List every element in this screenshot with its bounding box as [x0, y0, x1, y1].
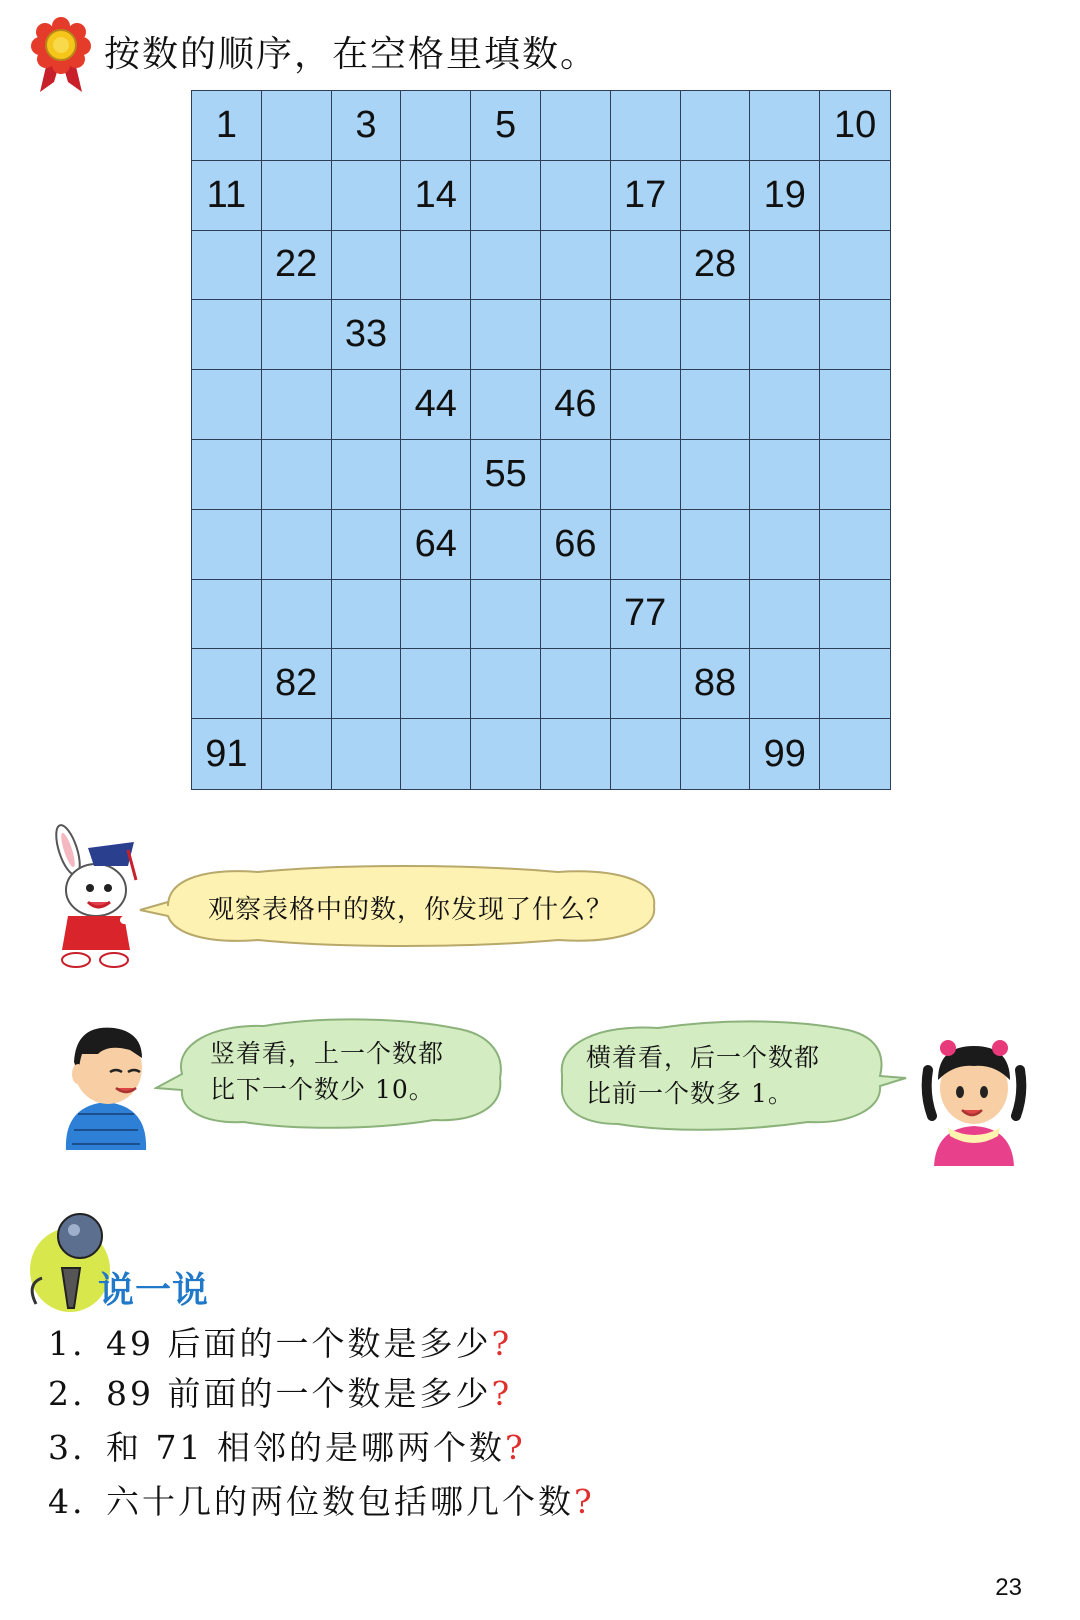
grid-cell: 66 [541, 510, 611, 580]
grid-cell [192, 300, 262, 370]
page-number: 23 [995, 1574, 1022, 1601]
grid-cell [192, 649, 262, 719]
grid-cell [192, 370, 262, 440]
grid-cell [332, 370, 402, 440]
question-mark: ? [504, 1428, 526, 1467]
grid-cell [262, 91, 332, 161]
exercise-title: 按数的顺序，在空格里填数。 [104, 34, 599, 75]
grid-cell: 91 [192, 719, 262, 789]
grid-cell: 1 [192, 91, 262, 161]
grid-cell [681, 440, 751, 510]
grid-cell [541, 300, 611, 370]
boy-bubble-line-1: 竖着看，上一个数都 [210, 1039, 445, 1068]
grid-cell [820, 231, 890, 301]
grid-cell [332, 719, 402, 789]
grid-cell: 55 [471, 440, 541, 510]
grid-cell [681, 580, 751, 650]
grid-cell [611, 300, 681, 370]
grid-cell [750, 649, 820, 719]
grid-cell [401, 300, 471, 370]
grid-cell [750, 300, 820, 370]
grid-cell [681, 510, 751, 580]
grid-cell [541, 649, 611, 719]
grid-cell [541, 440, 611, 510]
question-number: 3. [48, 1428, 86, 1467]
exercise-title-row [28, 14, 1028, 94]
grid-cell [820, 440, 890, 510]
grid-cell [820, 300, 890, 370]
grid-cell [471, 161, 541, 231]
question-mark: ? [491, 1374, 513, 1413]
grid-cell [471, 231, 541, 301]
question-number: 4. [48, 1482, 86, 1521]
grid-cell [681, 300, 751, 370]
grid-cell [750, 510, 820, 580]
grid-cell [262, 440, 332, 510]
question-number: 2. [48, 1374, 86, 1413]
rabbit-bubble-text: 观察表格中的数，你发现了什么？ [208, 895, 614, 925]
grid-cell [750, 580, 820, 650]
grid-cell [262, 580, 332, 650]
grid-cell: 11 [192, 161, 262, 231]
grid-cell: 77 [611, 580, 681, 650]
grid-cell [471, 370, 541, 440]
grid-cell [750, 440, 820, 510]
question-mark: ? [574, 1482, 595, 1521]
question-text: 六十几的两位数包括哪几个数 [106, 1482, 574, 1521]
grid-cell [401, 231, 471, 301]
grid-cell [332, 649, 402, 719]
grid-cell [820, 161, 890, 231]
grid-cell: 44 [401, 370, 471, 440]
grid-cell [332, 510, 402, 580]
grid-cell [471, 580, 541, 650]
grid-cell [611, 231, 681, 301]
grid-cell: 14 [401, 161, 471, 231]
grid-cell [681, 91, 751, 161]
grid-cell [681, 719, 751, 789]
grid-cell [332, 440, 402, 510]
question-text: 49 后面的一个数是多少 [106, 1324, 492, 1363]
grid-cell [471, 649, 541, 719]
grid-cell [611, 719, 681, 789]
grid-cell [820, 370, 890, 440]
boy-bubble-line-2: 比下一个数少 10。 [210, 1075, 435, 1104]
girl-bubble-line-1: 横着看，后一个数都 [586, 1043, 821, 1072]
grid-cell [262, 719, 332, 789]
grid-cell: 64 [401, 510, 471, 580]
grid-cell [611, 440, 681, 510]
grid-cell [820, 649, 890, 719]
grid-cell [192, 440, 262, 510]
grid-cell: 22 [262, 231, 332, 301]
rabbit-teacher-illustration [38, 820, 150, 970]
grid-cell: 99 [750, 719, 820, 789]
grid-cell [262, 370, 332, 440]
question-number: 1. [48, 1324, 86, 1363]
grid-cell: 19 [750, 161, 820, 231]
grid-cell [611, 510, 681, 580]
grid-cell [750, 231, 820, 301]
grid-cell [820, 510, 890, 580]
grid-cell [541, 91, 611, 161]
grid-cell [332, 161, 402, 231]
grid-cell [262, 510, 332, 580]
grid-cell [401, 580, 471, 650]
grid-cell [471, 719, 541, 789]
grid-cell [541, 580, 611, 650]
grid-cell [541, 231, 611, 301]
grid-cell [401, 440, 471, 510]
girl-illustration [914, 1030, 1034, 1168]
grid-cell: 5 [471, 91, 541, 161]
grid-cell [611, 649, 681, 719]
grid-cell [471, 510, 541, 580]
grid-cell [541, 719, 611, 789]
question-text: 和 71 相邻的是哪两个数 [106, 1428, 505, 1467]
grid-cell [471, 300, 541, 370]
girl-bubble-line-2: 比前一个数多 1。 [586, 1079, 794, 1108]
number-grid-100 [191, 90, 891, 790]
grid-cell [332, 231, 402, 301]
grid-cell [262, 300, 332, 370]
rosette-icon [28, 14, 94, 94]
question-item-2 [48, 1368, 512, 1415]
question-item-4 [48, 1476, 595, 1523]
boy-illustration [58, 1014, 154, 1160]
grid-cell [401, 649, 471, 719]
question-text: 89 前面的一个数是多少 [106, 1374, 492, 1413]
question-item-3 [48, 1422, 526, 1469]
question-mark: ? [491, 1324, 513, 1363]
grid-cell [332, 580, 402, 650]
grid-cell [541, 161, 611, 231]
grid-cell: 28 [681, 231, 751, 301]
grid-cell [192, 580, 262, 650]
grid-cell [611, 370, 681, 440]
grid-cell [681, 370, 751, 440]
grid-cell: 3 [332, 91, 402, 161]
grid-cell [192, 510, 262, 580]
grid-cell: 46 [541, 370, 611, 440]
grid-cell [192, 231, 262, 301]
grid-cell: 10 [820, 91, 890, 161]
grid-cell [681, 161, 751, 231]
grid-cell [401, 719, 471, 789]
grid-cell [401, 91, 471, 161]
grid-cell [750, 91, 820, 161]
grid-cell [820, 580, 890, 650]
grid-cell [262, 161, 332, 231]
grid-cell [820, 719, 890, 789]
grid-cell: 17 [611, 161, 681, 231]
grid-cell: 82 [262, 649, 332, 719]
talk-section-label: 说一说 [98, 1270, 210, 1311]
grid-cell: 88 [681, 649, 751, 719]
grid-cell: 33 [332, 300, 402, 370]
grid-cell [611, 91, 681, 161]
grid-cell [750, 370, 820, 440]
question-item-1 [48, 1318, 512, 1365]
